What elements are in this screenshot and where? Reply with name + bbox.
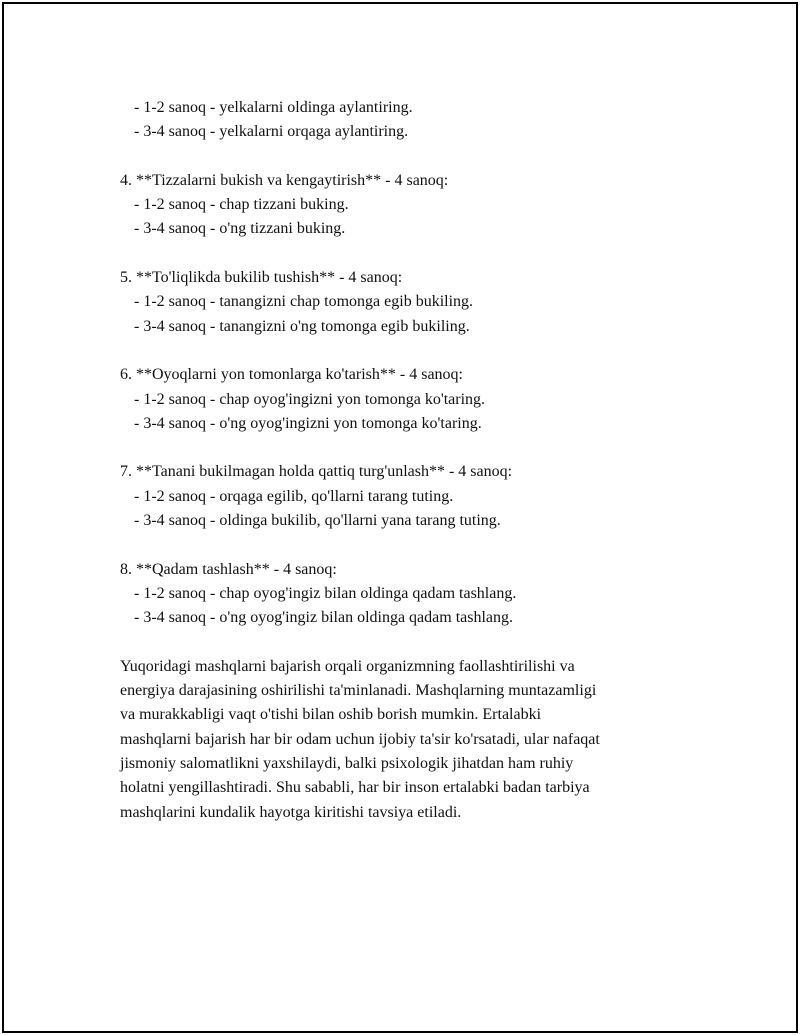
- exercise-section: [120, 363, 700, 436]
- section-heading: 7. **Tanani bukilmagan holda qattiq turg'unlash** - 4 sanoq:: [120, 463, 513, 481]
- spacer: [120, 436, 700, 460]
- document-page: [2, 2, 798, 1033]
- exercise-section: [120, 460, 700, 533]
- exercise-section: [120, 266, 700, 339]
- section-heading: 5. **To'liqlikda bukilib tushish** - 4 sanoq:: [120, 269, 403, 287]
- list-item: - 1-2 sanoq - chap tizzani buking.: [134, 196, 349, 214]
- list-item: - 1-2 sanoq - chap oyog'ingizni yon tomonga ko'taring.: [134, 390, 486, 408]
- paragraph-line: energiya darajasining oshirilishi ta'minlanadi. Mashqlarning muntazamligi: [120, 682, 597, 700]
- exercise-section: [120, 169, 700, 242]
- spacer: [120, 631, 700, 655]
- section-heading: 6. **Oyoqlarni yon tomonlarga ko'tarish** - 4 sanoq:: [120, 366, 463, 384]
- spacer: [120, 533, 700, 557]
- spacer: [120, 145, 700, 169]
- list-item: - 3-4 sanoq - o'ng tizzani buking.: [134, 220, 346, 238]
- paragraph-line: Yuqoridagi mashqlarni bajarish orqali organizmning faollashtirilishi va: [120, 657, 575, 675]
- spacer: [120, 339, 700, 363]
- section-heading: 4. **Tizzalarni bukish va kengaytirish** - 4 sanoq:: [120, 171, 449, 189]
- list-item: - 3-4 sanoq - tanangizni o'ng tomonga egib bukiling.: [134, 317, 470, 335]
- list-item: - 1-2 sanoq - chap oyog'ingiz bilan oldinga qadam tashlang.: [134, 584, 517, 602]
- list-item: - 3-4 sanoq - o'ng oyog'ingizni yon tomonga ko'taring.: [134, 414, 482, 432]
- list-item: - 1-2 sanoq - tanangizni chap tomonga egib bukiling.: [134, 293, 474, 311]
- list-item: - 3-4 sanoq - o'ng oyog'ingiz bilan oldinga qadam tashlang.: [134, 609, 514, 627]
- list-item: - 3-4 sanoq - yelkalarni orqaga aylantiring.: [134, 123, 409, 141]
- conclusion-paragraph: [120, 655, 700, 825]
- paragraph-line: mashqlarni bajarish har bir odam uchun ijobiy ta'sir ko'rsatadi, ular nafaqat: [120, 730, 600, 748]
- list-item: - 1-2 sanoq - orqaga egilib, qo'llarni tarang tuting.: [134, 487, 454, 505]
- paragraph-line: va murakkabligi vaqt o'tishi bilan oshib borish mumkin. Ertalabki: [120, 706, 542, 724]
- section-heading: 8. **Qadam tashlash** - 4 sanoq:: [120, 560, 337, 578]
- paragraph-line: mashqlarini kundalik hayotga kiritishi tavsiya etiladi.: [120, 803, 462, 821]
- spacer: [120, 242, 700, 266]
- paragraph-line: jismoniy salomatlikni yaxshilaydi, balki psixologik jihatdan ham ruhiy: [120, 755, 574, 773]
- document-body: [120, 96, 700, 825]
- list-item: - 3-4 sanoq - oldinga bukilib, qo'llarni yana tarang tuting.: [134, 512, 501, 530]
- exercise-section: [120, 558, 700, 631]
- list-item: - 1-2 sanoq - yelkalarni oldinga aylantiring.: [134, 99, 413, 116]
- paragraph-line: holatni yengillashtiradi. Shu sababli, har bir inson ertalabki badan tarbiya: [120, 779, 590, 797]
